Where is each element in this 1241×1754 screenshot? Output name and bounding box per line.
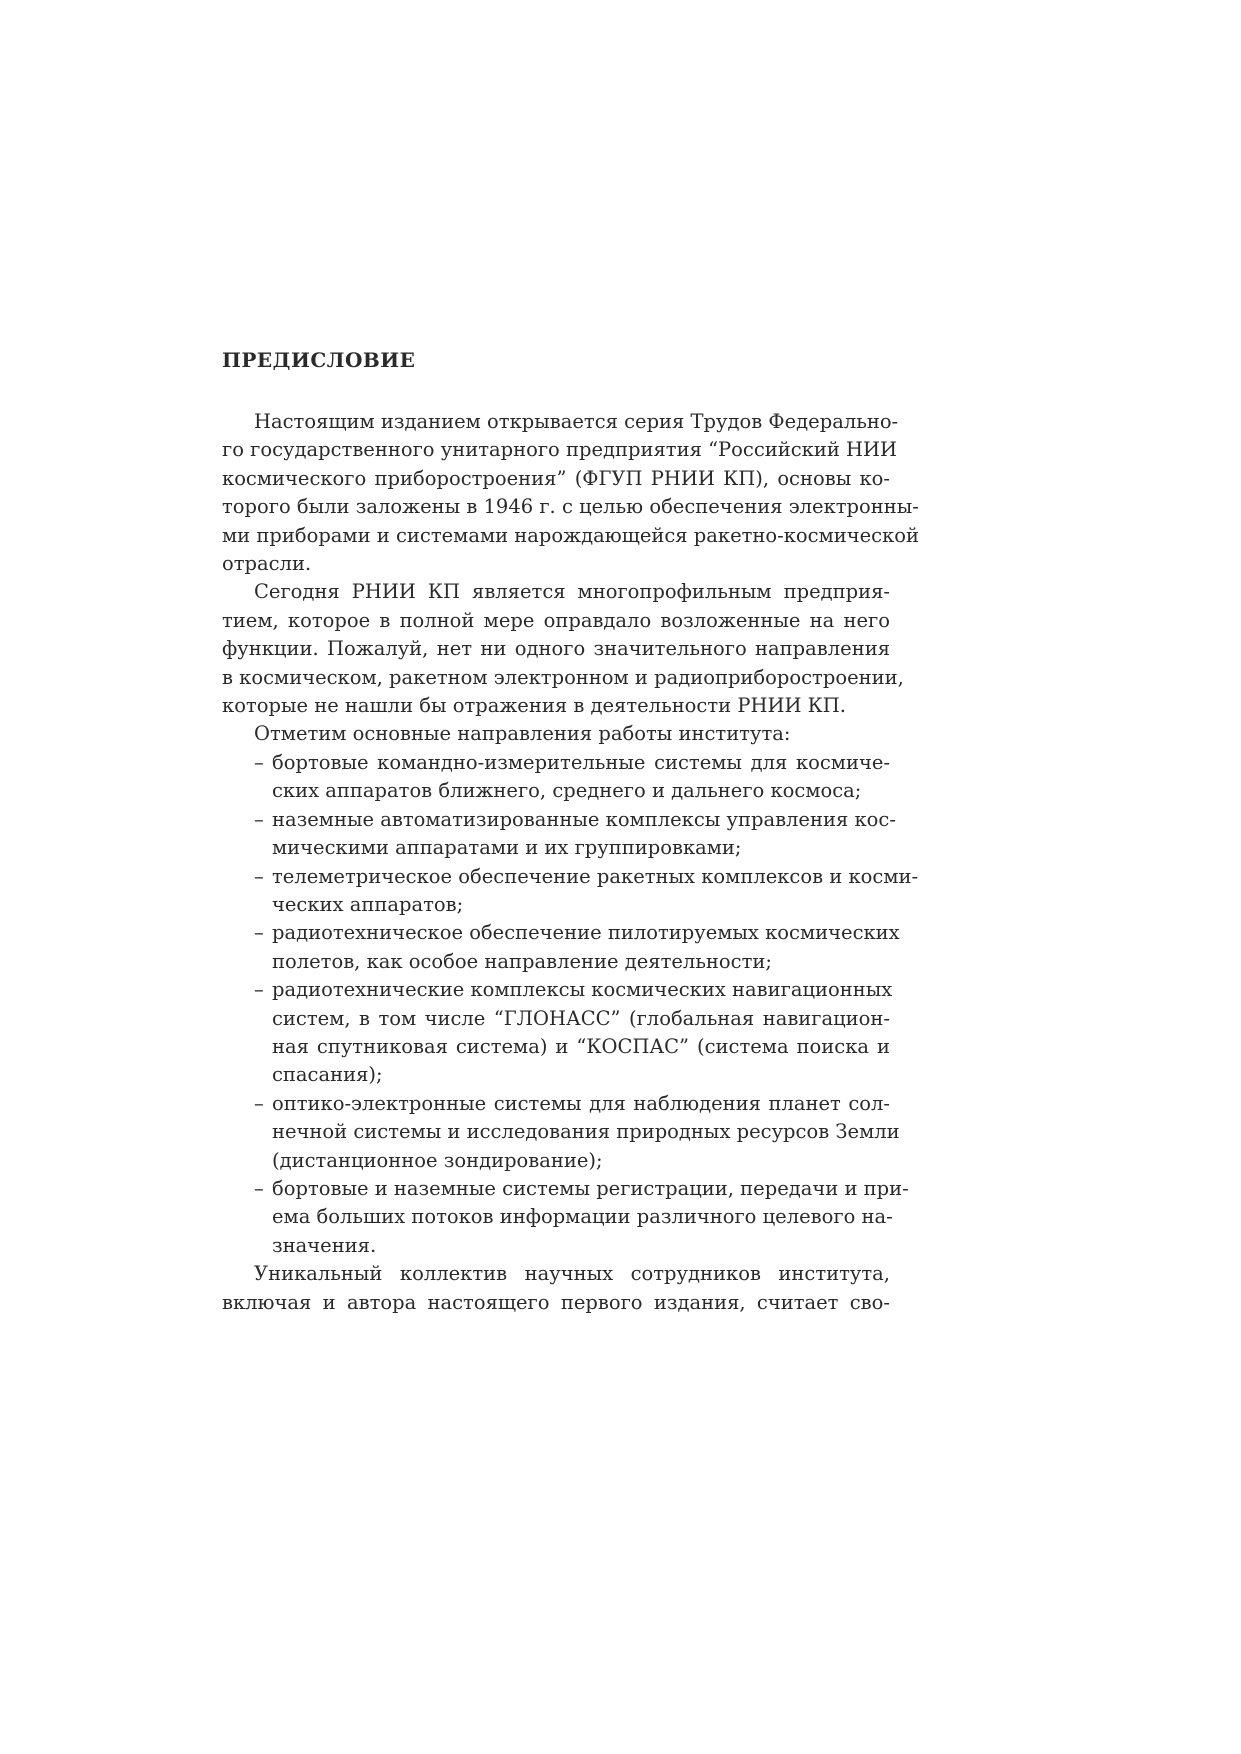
list-item-line: бортовые командно-измерительные системы для космиче- — [272, 750, 890, 774]
list-item — [254, 976, 893, 1090]
paragraph-line: которые не нашли бы отражения в деятельности РНИИ КП. — [222, 694, 846, 718]
paragraph-line: функции. Пожалуй, нет ни одного значительного направления — [222, 637, 890, 661]
list-item-line: ских аппаратов ближнего, среднего и дальнего космоса; — [272, 779, 862, 803]
paragraph-line: ми приборами и системами нарождающейся ракетно-космической — [222, 523, 920, 547]
paragraph-line: Уникальный коллектив научных сотрудников института, — [254, 1262, 890, 1286]
list-item-line: полетов, как особое направление деятельности; — [272, 949, 772, 973]
paragraph-line: в космическом, ракетном электронном и радиоприборостроении, — [222, 665, 904, 689]
list-item — [254, 863, 919, 920]
dash-bullet: – — [254, 978, 264, 1002]
paragraph-line: Отметим основные направления работы института: — [254, 722, 791, 746]
paragraph-4 — [222, 1260, 890, 1317]
paragraph-1 — [222, 408, 920, 578]
paragraph-line: отрасли. — [222, 552, 312, 576]
dash-bullet: – — [254, 750, 264, 774]
list-item-line: ческих аппаратов; — [272, 892, 464, 916]
list-item-line: ная спутниковая система) и “КОСПАС” (система поиска и — [272, 1034, 890, 1058]
list-item-line: мическими аппаратами и их группировками; — [272, 836, 742, 860]
list-item-line: наземные автоматизированные комплексы управления кос- — [272, 807, 896, 831]
dash-bullet: – — [254, 921, 264, 945]
paragraph-3 — [222, 720, 890, 748]
list-item-line: радиотехническое обеспечение пилотируемых космических — [272, 921, 900, 945]
list-item-line: ема больших потоков информации различного целевого на- — [272, 1205, 893, 1229]
paragraph-line: го государственного унитарного предприятия “Российский НИИ — [222, 438, 898, 462]
dash-bullet: – — [254, 864, 264, 888]
list-item-line: оптико-электронные системы для наблюдения планет сол- — [272, 1091, 890, 1115]
list-item-line: нечной системы и исследования природных ресурсов Земли — [272, 1120, 900, 1144]
paragraph-2 — [222, 578, 904, 720]
list-item — [254, 1175, 909, 1260]
list-item — [254, 806, 896, 863]
list-item-line: систем, в том числе “ГЛОНАСС” (глобальная навигацион- — [272, 1006, 890, 1030]
list-item-line: бортовые и наземные системы регистрации, передачи и при- — [272, 1176, 909, 1200]
dash-bullet: – — [254, 1091, 264, 1115]
list-item-line: спасания); — [272, 1063, 383, 1087]
list-item-line: радиотехнические комплексы космических навигационных — [272, 978, 893, 1002]
page-content — [222, 346, 920, 1317]
list-item — [254, 1090, 900, 1175]
list-item-line: телеметрическое обеспечение ракетных комплексов и косми- — [272, 864, 919, 888]
paragraph-line: торого были заложены в 1946 г. с целью обеспечения электронны- — [222, 495, 919, 519]
list-item — [254, 919, 900, 976]
dash-bullet: – — [254, 807, 264, 831]
paragraph-line: включая и автора настоящего первого издания, считает сво- — [222, 1290, 890, 1314]
list-item-line: (дистанционное зондирование); — [272, 1148, 603, 1172]
dash-bullet: – — [254, 1176, 264, 1200]
paragraph-line: Настоящим изданием открывается серия Трудов Федерально- — [254, 410, 899, 433]
paragraph-line: тием, которое в полной мере оправдало возложенные на него — [222, 608, 890, 632]
paragraph-line: Сегодня РНИИ КП является многопрофильным предприя- — [254, 580, 890, 604]
page-title: ПРЕДИСЛОВИЕ — [222, 348, 416, 372]
list-item — [254, 749, 890, 806]
list-item-line: значения. — [272, 1233, 377, 1257]
paragraph-line: космического приборостроения” (ФГУП РНИИ КП), основы ко- — [222, 466, 890, 490]
